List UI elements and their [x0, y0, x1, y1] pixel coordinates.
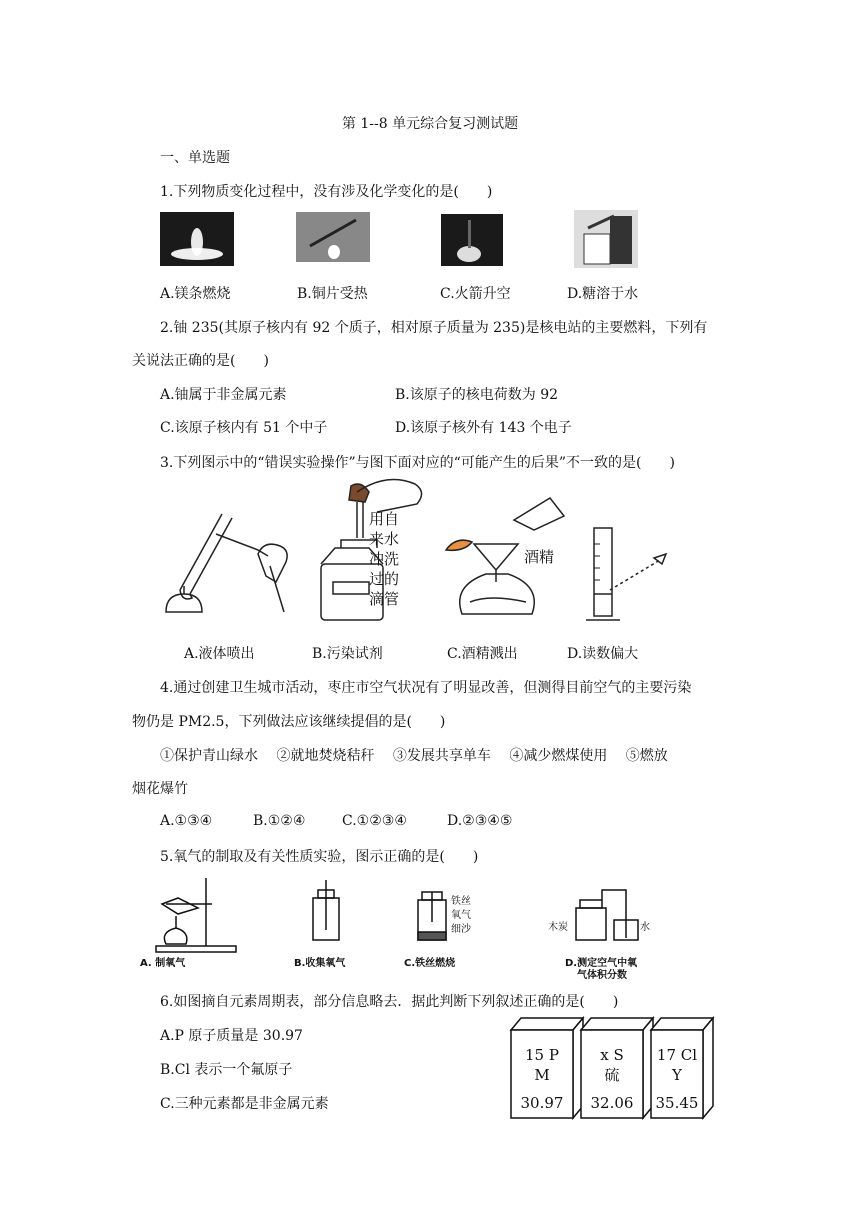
label-collect-oxygen: B.收集氧气 — [294, 958, 346, 969]
figure-graduated-cylinder — [580, 524, 680, 624]
label-charcoal: 木炭 — [548, 922, 568, 933]
p-mass: 30.97 — [520, 1094, 564, 1112]
section-heading: 一、单选题 — [160, 150, 230, 166]
q4-option-d: D.②③④⑤ — [447, 813, 513, 829]
q4-stem-line1: 4.通过创建卫生城市活动，枣庄市空气状况有了明显改善，但测得目前空气的主要污染 — [160, 680, 692, 696]
q5-stem: 5.氧气的制取及有关性质实验，图示正确的是( ) — [160, 849, 479, 865]
q1-option-d: D.糖溶于水 — [567, 286, 639, 302]
q2-option-c: C.该原子核内有 51 个中子 — [160, 420, 328, 436]
q1-option-c: C.火箭升空 — [440, 286, 511, 302]
label-fine-sand: 细沙 — [451, 924, 471, 935]
cl-number-symbol: 17 Cl — [656, 1046, 698, 1064]
label-iron-burning: C.铁丝燃烧 — [404, 958, 456, 969]
q6-option-a: A.P 原子质量是 30.97 — [160, 1028, 303, 1044]
q1-stem: 1.下列物质变化过程中，没有涉及化学变化的是( ) — [160, 184, 493, 200]
q4-option-b: B.①②④ — [253, 813, 306, 829]
p-number-symbol: 15 P — [525, 1046, 559, 1064]
label-make-oxygen: A. 制氧气 — [140, 958, 186, 969]
q4-items-line1: ①保护青山绿水 ②就地焚烧秸秆 ③发展共享单车 ④减少燃煤使用 ⑤燃放 — [160, 748, 668, 764]
q1-option-b: B.铜片受热 — [297, 286, 368, 302]
s-mass: 32.06 — [590, 1094, 634, 1112]
q4-items-line2: 烟花爆竹 — [132, 781, 188, 797]
figure-heating-liquid — [160, 494, 310, 624]
q6-stem: 6.如图摘自元素周期表，部分信息略去．据此判断下列叙述正确的是( ) — [160, 994, 619, 1010]
sugar-dissolving-photo — [574, 210, 638, 268]
p-name: M — [534, 1066, 550, 1084]
cl-name: Y — [672, 1066, 682, 1084]
magnesium-burning-photo — [160, 212, 234, 266]
label-oxygen: 氧气 — [451, 910, 471, 921]
q2-option-a: A.铀属于非金属元素 — [160, 387, 287, 403]
q4-stem-line2: 物仍是 PM2.5，下列做法应该继续提倡的是( ) — [132, 714, 446, 730]
label-measure-oxygen-2: 气体积分数 — [577, 970, 627, 981]
page-title: 第 1--8 单元综合复习测试题 — [341, 116, 519, 132]
q3-option-b: B.污染试剂 — [312, 646, 383, 662]
dropper-text-3: 冲洗 — [369, 550, 400, 568]
periodic-table-excerpt — [505, 1016, 720, 1122]
rocket-launch-photo — [441, 214, 503, 266]
label-iron-wire: 铁丝 — [451, 896, 471, 907]
s-name: 硫 — [604, 1066, 620, 1084]
alcohol-text: 酒精 — [524, 548, 555, 566]
copper-heating-photo — [296, 212, 370, 262]
figure-alcohol-lamp — [440, 490, 570, 622]
dropper-text-4: 过的 — [369, 570, 400, 588]
s-number-symbol: x S — [600, 1046, 624, 1064]
q4-option-a: A.①③④ — [160, 813, 213, 829]
dropper-text-5: 滴管 — [369, 590, 400, 608]
q1-option-a: A.镁条燃烧 — [160, 286, 231, 302]
q3-option-c: C.酒精溅出 — [447, 646, 518, 662]
label-water: 水 — [640, 922, 650, 933]
q2-option-d: D.该原子核外有 143 个电子 — [395, 420, 572, 436]
q3-option-d: D.读数偏大 — [567, 646, 639, 662]
q3-option-a: A.液体喷出 — [184, 646, 255, 662]
dropper-text-2: 来水 — [369, 530, 400, 548]
cl-mass: 35.45 — [655, 1094, 699, 1112]
figure-dropper — [313, 482, 433, 622]
q5-apparatus-figure — [136, 874, 731, 980]
dropper-text-1: 用自 — [369, 510, 400, 528]
label-measure-oxygen-1: D.测定空气中氧 — [565, 958, 638, 969]
q6-option-c: C.三种元素都是非金属元素 — [160, 1096, 329, 1112]
q6-option-b: B.Cl 表示一个氟原子 — [160, 1062, 293, 1078]
q2-option-b: B.该原子的核电荷数为 92 — [395, 387, 559, 403]
q2-stem-line1: 2.铀 235(其原子核内有 92 个质子，相对原子质量为 235)是核电站的主要燃料，下列有 — [160, 320, 708, 336]
q2-stem-line2: 关说法正确的是( ) — [132, 353, 269, 369]
q4-option-c: C.①②③④ — [342, 813, 407, 829]
q3-stem: 3.下列图示中的“错误实验操作”与图下面对应的“可能产生的后果”不一致的是( ) — [160, 455, 675, 471]
